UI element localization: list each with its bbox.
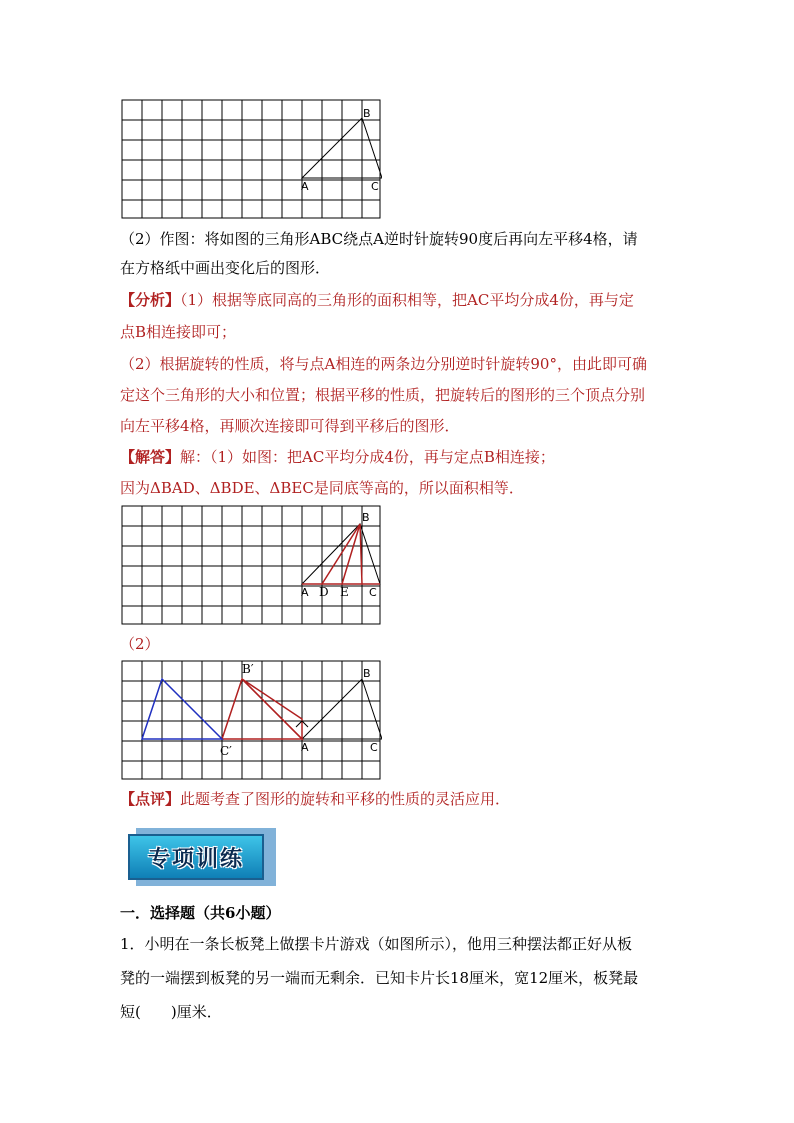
banner-text: 专项训练 — [147, 846, 244, 872]
label-cprime: C′ — [220, 744, 232, 758]
q2-line-2: 在方格纸中画出变化后的图形． — [120, 259, 331, 277]
comment-text: 此题考查了图形的旋转和平移的性质的灵活应用． — [180, 790, 511, 808]
label-a: A — [301, 180, 309, 193]
banner-box — [128, 834, 264, 880]
label-bprime: B′ — [242, 662, 254, 676]
label-c: C — [369, 586, 377, 599]
analysis-line-5: 向左平移4格，再顺次连接即可得到平移后的图形． — [120, 417, 460, 435]
question-1-line-2: 凳的一端摆到板凳的另一端而无剩余．已知卡片长18厘米，宽12厘米，板凳最 — [120, 969, 639, 987]
label-b: B — [362, 511, 370, 524]
part-2-label: （2） — [120, 635, 160, 653]
section-banner — [128, 828, 276, 886]
label-a: A — [301, 741, 309, 754]
section-title: 一．选择题（共6小题） — [120, 904, 281, 922]
label-b: B — [363, 667, 371, 680]
figure-1-grid — [120, 98, 382, 220]
label-e: E — [340, 585, 349, 599]
comment-line — [120, 789, 510, 809]
answer-text-1: 解：（1）如图：把AC平均分成4份，再与定点B相连接； — [180, 448, 555, 466]
question-1-line-3: 短( )厘米． — [120, 1003, 222, 1021]
analysis-text-1: （1）根据等底同高的三角形的面积相等，把AC平均分成4份，再与定 — [180, 291, 634, 309]
figure-2-grid — [120, 504, 382, 626]
label-c: C — [371, 180, 379, 193]
question-1-line-1: 1．小明在一条长板凳上做摆卡片游戏（如图所示），他用三种摆法都正好从板 — [120, 935, 633, 953]
answer-tag: 【解答】 — [120, 448, 181, 466]
comment-tag: 【点评】 — [120, 790, 181, 808]
analysis-line-4: 定这个三角形的大小和位置；根据平移的性质，把旋转后的图形的三个顶点分别 — [120, 386, 646, 404]
label-d: D — [319, 585, 329, 599]
figure-3-grid — [120, 659, 382, 781]
analysis-line-1 — [120, 290, 634, 310]
grid-lines — [122, 506, 380, 624]
label-c: C — [370, 741, 378, 754]
grid-lines — [122, 661, 380, 779]
label-b: B — [363, 107, 371, 120]
label-a: A — [301, 586, 309, 599]
segment-bd — [322, 524, 360, 584]
analysis-line-3: （2）根据旋转的性质，将与点A相连的两条边分别逆时针旋转90°，由此即可确 — [120, 355, 647, 373]
q2-line-1: （2）作图：将如图的三角形ABC绕点A逆时针旋转90度后再向左平移4格，请 — [120, 230, 638, 248]
answer-line-2: 因为ΔBAD、ΔBDE、ΔBEC是同底等高的，所以面积相等． — [120, 479, 524, 497]
answer-line-1 — [120, 447, 555, 467]
grid-lines — [122, 100, 380, 218]
analysis-tag: 【分析】 — [120, 291, 181, 309]
analysis-line-2: 点B相连接即可； — [120, 323, 237, 341]
